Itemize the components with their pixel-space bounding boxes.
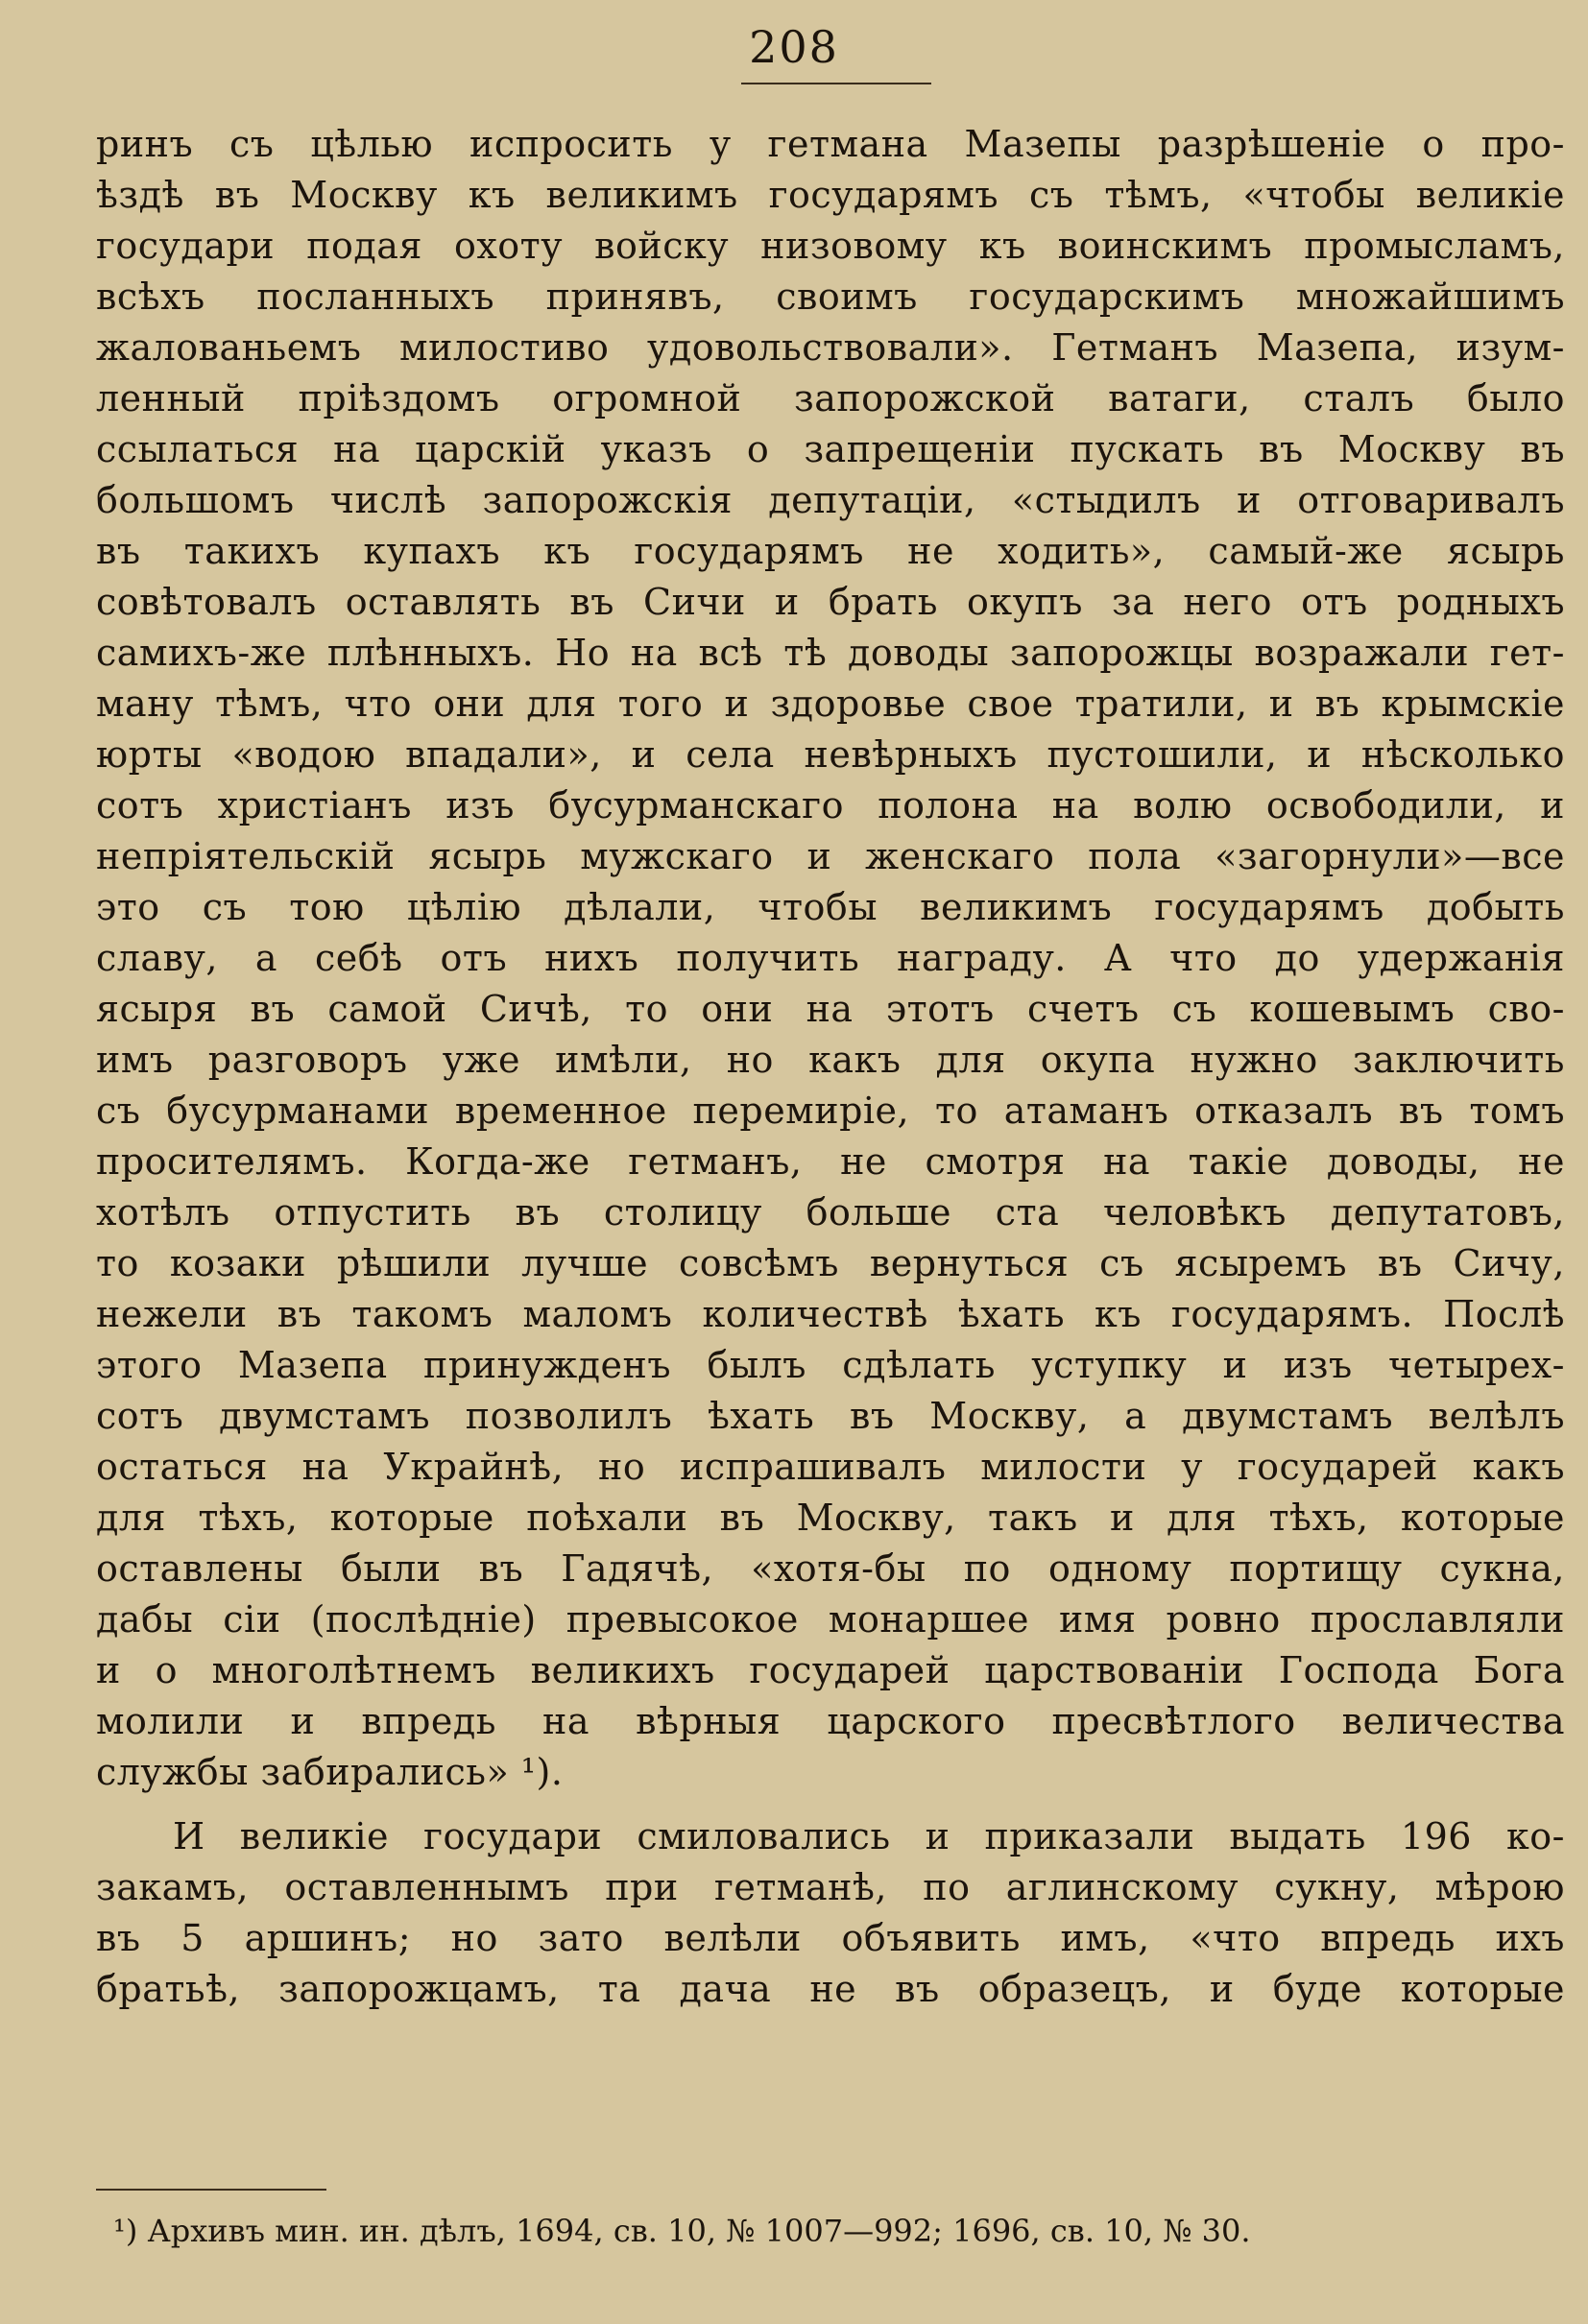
text-line: ѣздѣ въ Москву къ великимъ государямъ съ тѣмъ, «чтобы великіе — [96, 174, 1565, 216]
text-line: братьѣ, запорожцамъ, та дача не въ образецъ, и буде которые — [96, 1968, 1565, 2010]
body-text — [96, 119, 1565, 2015]
text-line: всѣхъ посланныхъ принявъ, своимъ государскимъ множайшимъ — [96, 276, 1565, 318]
text-line: сотъ христіанъ изъ бусурманскаго полона на волю освободили, и — [96, 784, 1565, 827]
text-line: ленный пріѣздомъ огромной запорожской ватаги, сталъ было — [96, 377, 1565, 419]
text-line: это съ тою цѣлію дѣлали, чтобы великимъ государямъ добыть — [96, 886, 1565, 928]
text-line: сотъ двумстамъ позволилъ ѣхать въ Москву, а двумстамъ велѣлъ — [96, 1395, 1565, 1437]
text-line: ясыря въ самой Сичѣ, то они на этотъ счетъ съ кошевымъ сво- — [96, 988, 1565, 1030]
text-line: непріятельскій ясырь мужскаго и женскаго пола «загорнули»—все — [96, 835, 1565, 877]
text-line: оставлены были въ Гадячѣ, «хотя-бы по одному портищу сукна, — [96, 1547, 1565, 1590]
text-line: совѣтовалъ оставлять въ Сичи и брать окупъ за него отъ родныхъ — [96, 581, 1565, 623]
text-line: закамъ, оставленнымъ при гетманѣ, по аглинскому сукну, мѣрою — [96, 1866, 1565, 1908]
text-line: славу, а себѣ отъ нихъ получить награду. А что до удержанія — [96, 937, 1565, 979]
text-line: хотѣлъ отпустить въ столицу больше ста человѣкъ депутатовъ, — [96, 1191, 1565, 1234]
text-line: жалованьемъ милостиво удовольствовали». Гетманъ Мазепа, изум- — [96, 326, 1565, 369]
page-number: 208 — [749, 21, 839, 73]
text-line: то козаки рѣшили лучше совсѣмъ вернуться съ ясыремъ въ Сичу, — [96, 1242, 1565, 1284]
text-line: молили и впредь на вѣрныя царского пресвѣтлого величества — [96, 1700, 1565, 1742]
footnote: ¹) Архивъ мин. ин. дѣлъ, 1694, св. 10, № 1007—992; 1696, св. 10, № 30. — [113, 2213, 1251, 2249]
text-line: остаться на Украйнѣ, но испрашивалъ милости у государей какъ — [96, 1446, 1565, 1488]
text-line-paragraph-end: службы забирались» ¹). — [96, 1751, 564, 1793]
text-line: въ 5 аршинъ; но зато велѣли объявить имъ, «что впредь ихъ — [96, 1917, 1565, 1959]
text-line: для тѣхъ, которые поѣхали въ Москву, такъ и для тѣхъ, которые — [96, 1497, 1565, 1539]
text-line: ссылаться на царскій указъ о запрещеніи пускать въ Москву въ — [96, 428, 1565, 470]
text-line: и о многолѣтнемъ великихъ государей царствованіи Господа Бога — [96, 1649, 1565, 1691]
text-line: просителямъ. Когда-же гетманъ, не смотря на такіе доводы, не — [96, 1140, 1565, 1183]
text-line: самихъ-же плѣнныхъ. Но на всѣ тѣ доводы запорожцы возражали гет- — [96, 632, 1565, 674]
text-line: съ бусурманами временное перемиріе, то атаманъ отказалъ въ томъ — [96, 1090, 1565, 1132]
text-line: дабы сіи (послѣдніе) превысокое монаршее имя ровно прославляли — [96, 1598, 1565, 1641]
footnote-rule — [96, 2189, 326, 2191]
header-rule — [741, 83, 931, 84]
text-line: ману тѣмъ, что они для того и здоровье свое тратили, и въ крымскіе — [96, 683, 1565, 725]
text-line: юрты «водою впадали», и села невѣрныхъ пустошили, и нѣсколько — [96, 733, 1565, 776]
text-line-paragraph-start: И великіе государи смиловались и приказали выдать 196 ко- — [173, 1815, 1565, 1857]
text-line: въ такихъ купахъ къ государямъ не ходить», самый-же ясырь — [96, 530, 1565, 572]
text-line: ринъ съ цѣлью испросить у гетмана Мазепы разрѣшеніе о про- — [96, 123, 1565, 165]
text-line: нежели въ такомъ маломъ количествѣ ѣхать къ государямъ. Послѣ — [96, 1293, 1565, 1335]
text-line: государи подая охоту войску низовому къ воинскимъ промысламъ, — [96, 225, 1565, 267]
text-line: большомъ числѣ запорожскія депутаціи, «стыдилъ и отговаривалъ — [96, 479, 1565, 521]
text-line: имъ разговоръ уже имѣли, но какъ для окупа нужно заключить — [96, 1039, 1565, 1081]
text-line: этого Мазепа принужденъ былъ сдѣлать уступку и изъ четырех- — [96, 1344, 1565, 1386]
